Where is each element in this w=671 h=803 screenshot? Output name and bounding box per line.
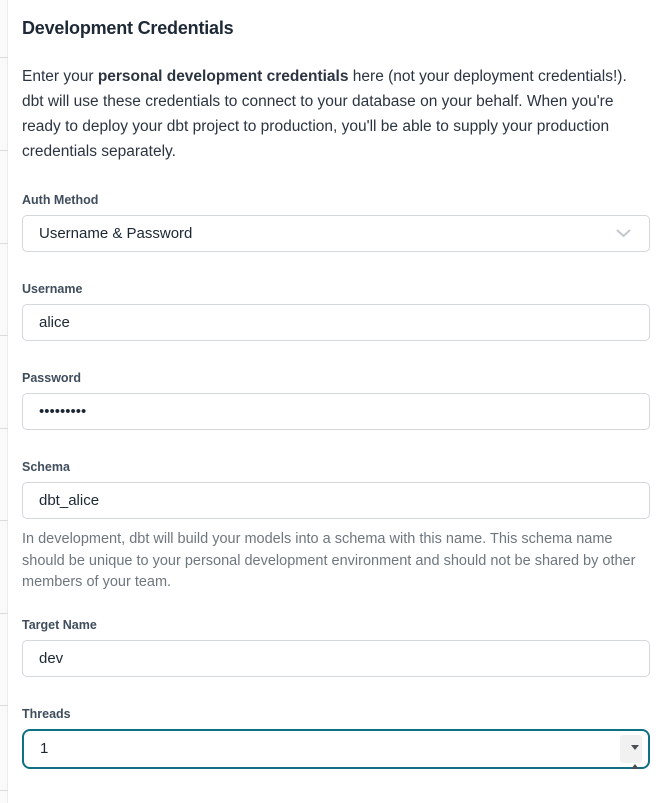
schema-label: Schema [22, 460, 70, 474]
auth-method-select[interactable] [22, 215, 650, 252]
target-name-label: Target Name [22, 617, 97, 632]
threads-label: Threads [22, 706, 71, 721]
left-rail-divider [0, 520, 8, 521]
auth-method-field [22, 193, 650, 252]
intro-text-1: Enter your [22, 68, 98, 85]
left-rail-divider [0, 243, 8, 244]
left-rail-divider [0, 335, 8, 336]
left-rail-divider [0, 613, 8, 614]
intro-text-2: here (not your deployment credentials!). dbt will use these credentials to connect to your database on your behalf. When you're ready to deploy your dbt project to production, you'll be able to supply your production credentials separately. [22, 68, 627, 160]
password-label: Password [22, 371, 82, 385]
page-title: Development Credentials [22, 18, 234, 38]
username-input[interactable] [22, 304, 650, 341]
left-rail-divider [0, 428, 8, 429]
password-field [22, 371, 650, 430]
adjacent-panel-edge [0, 0, 8, 803]
threads-field [22, 707, 650, 769]
target-name-field [22, 618, 650, 677]
target-name-input[interactable] [22, 640, 650, 677]
arrow-down-icon [631, 745, 639, 767]
number-stepper[interactable] [620, 735, 642, 763]
left-rail-divider [0, 790, 8, 791]
intro-paragraph [22, 64, 650, 164]
auth-method-selected-value: Username & Password [39, 225, 193, 242]
development-credentials-form [22, 18, 650, 769]
username-label: Username [22, 282, 83, 296]
left-rail-divider [0, 150, 8, 151]
left-rail-divider [0, 705, 8, 706]
username-field [22, 282, 650, 341]
auth-method-label: Auth Method [22, 193, 99, 207]
chevron-down-icon [616, 225, 631, 242]
threads-input[interactable] [22, 729, 650, 769]
password-input[interactable] [22, 393, 650, 430]
schema-field [22, 460, 650, 594]
left-rail-divider [0, 57, 8, 58]
intro-text-bold: personal development credentials [97, 68, 349, 85]
schema-input[interactable] [22, 482, 650, 519]
schema-helper-text: In development, dbt will build your models into a schema with this name. This schema name should be unique to your personal development environment and should not be shared by other members of your team. [22, 531, 636, 590]
threads-input-wrap [22, 729, 650, 769]
